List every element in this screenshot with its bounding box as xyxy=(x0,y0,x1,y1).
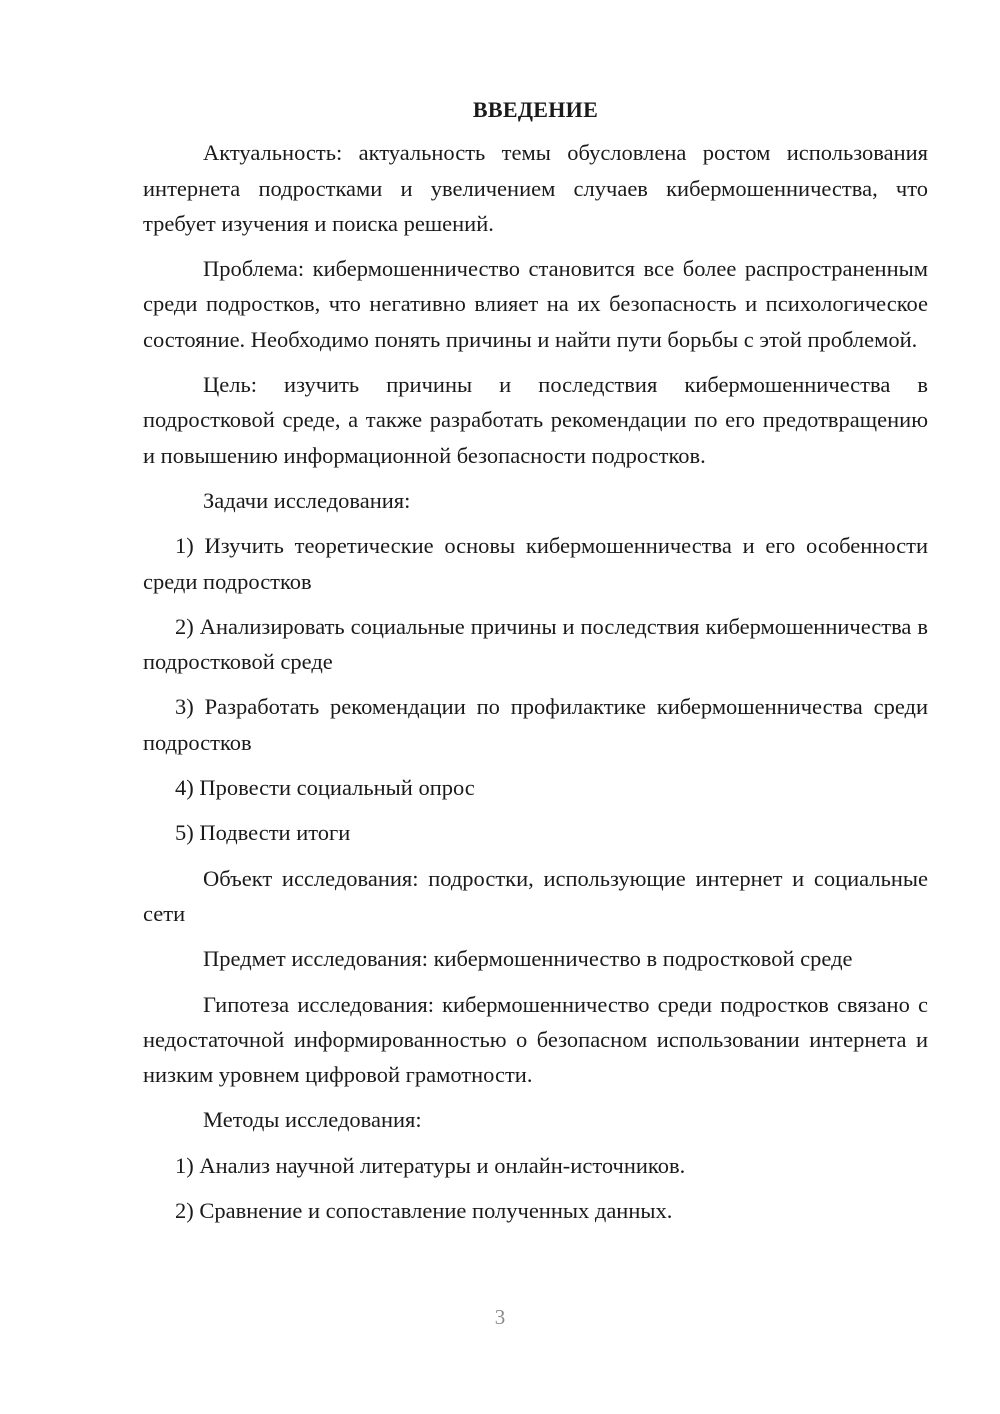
task-item-5: 5) Подвести итоги xyxy=(175,820,351,846)
section-title: ВВЕДЕНИЕ xyxy=(472,97,599,122)
method-item-2: 2) Сравнение и сопоставление полученных данных. xyxy=(175,1198,673,1224)
problem-paragraph: Проблема: кибермошенничество становится все более распространенным среди подростков, что негативно влияет на их безопасность и психологическое состояние. Необходимо понять причины и найти пути борьбы с этой проблемой. xyxy=(143,256,928,352)
task-item-3: 3) Разработать рекомендации по профилактике кибермошенничества среди подростков xyxy=(143,694,928,755)
methods-heading: Методы исследования: xyxy=(203,1107,422,1133)
relevance-paragraph: Актуальность: актуальность темы обусловлена ростом использования интернета подростками и увеличением случаев кибермошенничества, что требует изучения и поиска решений. xyxy=(143,140,928,236)
hypothesis-paragraph: Гипотеза исследования: кибермошенничество среди подростков связано с недостаточной информированностью о безопасном использовании интернета и низким уровнем цифровой грамотности. xyxy=(143,991,928,1088)
task-item-4: 4) Провести социальный опрос xyxy=(175,775,475,801)
object-paragraph: Объект исследования: подростки, использующие интернет и социальные сети xyxy=(143,865,928,926)
task-item-1: 1) Изучить теоретические основы кибермошенничества и его особенности среди подростков xyxy=(143,533,928,594)
page-content xyxy=(143,92,928,1238)
subject-paragraph: Предмет исследования: кибермошенничество в подростковой среде xyxy=(203,946,853,972)
task-item-2: 2) Анализировать социальные причины и последствия кибермошенничества в подростковой среде xyxy=(143,613,928,675)
tasks-heading: Задачи исследования: xyxy=(203,487,411,513)
page-number: 3 xyxy=(494,1305,506,1329)
goal-paragraph: Цель: изучить причины и последствия кибермошенничества в подростковой среде, а также разработать рекомендации по его предотвращению и повышению информационной безопасности подростков. xyxy=(143,372,928,468)
method-item-1: 1) Анализ научной литературы и онлайн-источников. xyxy=(175,1152,686,1178)
